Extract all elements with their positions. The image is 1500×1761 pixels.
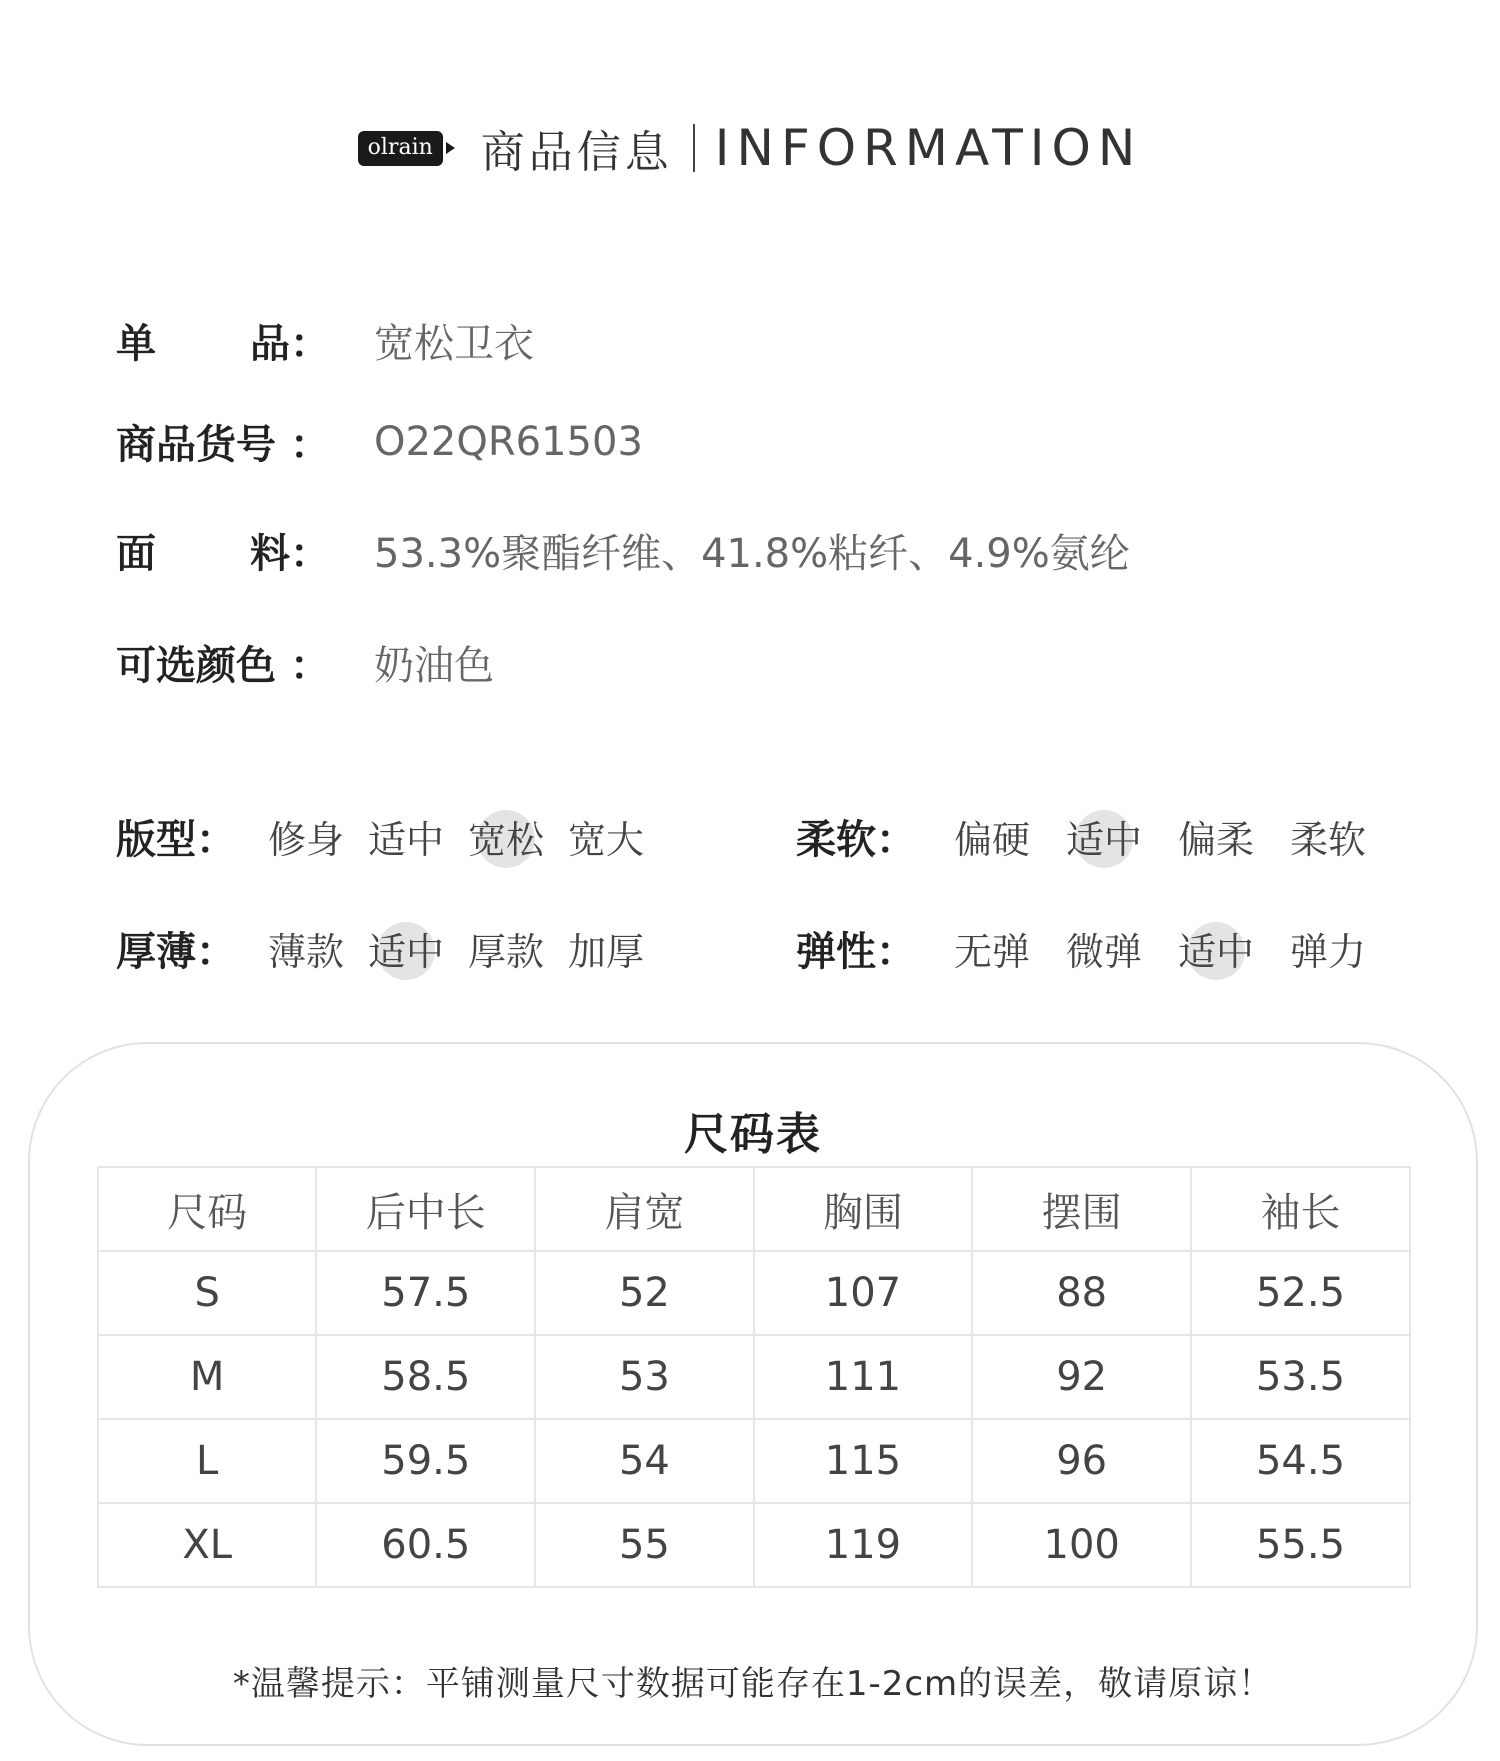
table-cell: 55 <box>535 1503 753 1587</box>
size-chart-title: 尺码表 <box>684 1109 822 1160</box>
attr-fit <box>116 808 656 865</box>
table-header-cell: 摆围 <box>972 1167 1191 1251</box>
table-cell: 53.5 <box>1191 1335 1410 1419</box>
info-label: 可选颜色 ： <box>116 643 330 689</box>
attr-softness <box>796 808 1384 865</box>
attr-elasticity <box>796 920 1384 977</box>
attr-option: 微弹 <box>1065 930 1142 974</box>
attr-label-fit: 版型： <box>116 817 236 863</box>
table-cell: L <box>98 1419 316 1503</box>
table-cell: 92 <box>972 1335 1191 1419</box>
title-chinese: 商品信息 <box>480 127 673 178</box>
attr-option: 厚款 <box>467 930 544 974</box>
table-header-cell: 胸围 <box>754 1167 973 1251</box>
size-chart-card <box>28 1042 1478 1746</box>
table-row <box>98 1419 1410 1503</box>
info-label: 商品货号 ： <box>116 422 330 468</box>
attr-option: 修身 <box>267 818 344 862</box>
attr-option: 宽大 <box>567 818 644 862</box>
info-row-sku <box>116 413 643 470</box>
title-divider <box>693 124 695 172</box>
attr-option: 适中 <box>367 818 444 862</box>
attr-thickness <box>116 920 656 977</box>
table-cell: 58.5 <box>316 1335 535 1419</box>
title-english: INFORMATION <box>714 119 1143 177</box>
table-cell: XL <box>98 1503 316 1587</box>
table-cell: 52 <box>535 1251 753 1335</box>
attr-option: 加厚 <box>567 930 644 974</box>
measurement-note: *温馨提示：平铺测量尺寸数据可能存在1-2cm的误差，敬请原谅！ <box>232 1664 1274 1704</box>
table-header-cell: 肩宽 <box>535 1167 753 1251</box>
info-row-item <box>116 312 534 369</box>
attr-option-selected: 适中 <box>356 921 456 976</box>
table-cell: 96 <box>972 1419 1191 1503</box>
table-cell: 107 <box>754 1251 973 1335</box>
info-value-sku: O22QR61503 <box>374 418 643 465</box>
play-triangle-icon <box>446 142 455 154</box>
table-row <box>98 1335 1410 1419</box>
table-cell: 55.5 <box>1191 1503 1410 1587</box>
table-header-cell: 尺码 <box>98 1167 316 1251</box>
attr-label-thickness: 厚薄： <box>116 929 236 975</box>
info-label: 单 品： <box>116 321 330 367</box>
attr-option-selected: 适中 <box>1048 809 1160 864</box>
info-value-color: 奶油色 <box>374 643 494 689</box>
table-cell: 100 <box>972 1503 1191 1587</box>
info-label: 面 料： <box>116 531 330 577</box>
table-cell: 88 <box>972 1251 1191 1335</box>
table-cell: 59.5 <box>316 1419 535 1503</box>
table-header-cell: 后中长 <box>316 1167 535 1251</box>
table-cell: 111 <box>754 1335 973 1419</box>
table-cell: 115 <box>754 1419 973 1503</box>
attr-label-elasticity: 弹性： <box>796 929 916 975</box>
table-row <box>98 1251 1410 1335</box>
attr-option: 弹力 <box>1289 930 1366 974</box>
table-cell: 119 <box>754 1503 973 1587</box>
attr-label-softness: 柔软： <box>796 817 916 863</box>
table-cell: M <box>98 1335 316 1419</box>
info-value-fabric: 53.3%聚酯纤维、41.8%粘纤、4.9%氨纶 <box>374 531 1130 577</box>
size-chart-table <box>97 1166 1411 1588</box>
table-cell: 54.5 <box>1191 1419 1410 1503</box>
attr-option: 无弹 <box>953 930 1030 974</box>
table-header-row <box>98 1167 1410 1251</box>
info-row-color <box>116 634 494 691</box>
table-cell: S <box>98 1251 316 1335</box>
table-cell: 54 <box>535 1419 753 1503</box>
info-value-item: 宽松卫衣 <box>374 321 534 367</box>
attr-option-selected: 适中 <box>1160 921 1272 976</box>
info-row-fabric <box>116 522 1130 579</box>
attr-option: 薄款 <box>267 930 344 974</box>
table-cell: 57.5 <box>316 1251 535 1335</box>
attr-option-selected: 宽松 <box>456 809 556 864</box>
attr-option: 柔软 <box>1289 818 1366 862</box>
attr-option: 偏硬 <box>953 818 1030 862</box>
table-row <box>98 1503 1410 1587</box>
attr-option: 偏柔 <box>1177 818 1254 862</box>
page-header <box>0 108 1500 188</box>
brand-logo <box>358 131 455 166</box>
brand-logo-text: olrain <box>358 131 443 166</box>
table-header-cell: 袖长 <box>1191 1167 1410 1251</box>
table-cell: 53 <box>535 1335 753 1419</box>
table-cell: 60.5 <box>316 1503 535 1587</box>
table-cell: 52.5 <box>1191 1251 1410 1335</box>
